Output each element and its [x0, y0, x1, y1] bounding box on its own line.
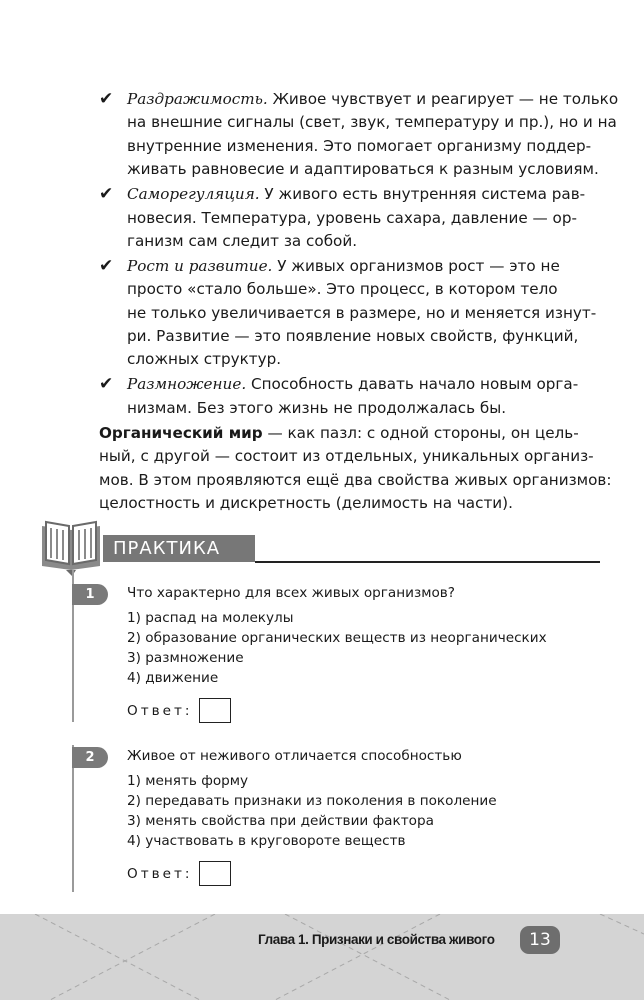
option: 3) размножение: [127, 650, 244, 666]
bullet-item: [99, 88, 619, 182]
line: на внешние сигналы (свет, звук, температуру и пр.), но и на: [127, 113, 617, 132]
answer-box[interactable]: [199, 698, 231, 723]
line: ганизм сам следит за собой.: [127, 231, 358, 250]
option: 1) менять форму: [127, 773, 249, 789]
line: мов. В этом проявляются ещё два свойства живых организмов:: [99, 470, 612, 489]
paragraph-term: Органический мир: [99, 423, 263, 442]
checkmark-icon: ✔: [99, 374, 114, 395]
option: 4) движение: [127, 670, 219, 686]
chapter-title: Глава 1. Признаки и свойства живого: [258, 932, 495, 947]
option: 3) менять свойства при действии фактора: [127, 813, 434, 829]
bullet-item: [99, 373, 579, 420]
bullet-term: Размножение.: [127, 375, 247, 394]
answer-label: Ответ:: [127, 702, 193, 719]
book-icon: [36, 518, 106, 578]
answer-box[interactable]: [199, 861, 231, 886]
line: новесия. Температура, уровень сахара, давление — ор-: [127, 208, 577, 227]
question-number-1: 1: [72, 584, 108, 605]
practice-title: ПРАКТИКА: [113, 538, 221, 559]
line: ный, с другой — состоит из отдельных, уникальных организ-: [99, 447, 594, 466]
checkmark-icon: ✔: [99, 255, 114, 276]
line: просто «стало больше». Это процесс, в котором тело: [127, 280, 558, 299]
question-text: Что характерно для всех живых организмов?: [127, 585, 456, 601]
line: живать равновесие и адаптироваться к разным условиям.: [127, 160, 599, 179]
question-text: Живое от неживого отличается способностью: [127, 748, 462, 764]
checkmark-icon: ✔: [99, 184, 114, 205]
option: 2) образование органических веществ из неорганических: [127, 630, 547, 646]
bullet-term: Раздражимость.: [127, 90, 268, 108]
line: внутренние изменения. Это помогает организму поддер-: [127, 136, 592, 155]
question-number-2: 2: [72, 747, 108, 768]
line: сложных структур.: [127, 350, 282, 369]
paragraph: [99, 422, 612, 516]
page-number: 13: [520, 926, 560, 954]
line: низмам. Без этого жизнь не продолжалась бы.: [127, 398, 507, 417]
banner-rule: [255, 561, 600, 563]
line: У живого есть внутренняя система рав-: [259, 185, 586, 204]
line: У живых организмов рост — это не: [272, 256, 560, 275]
question-2: [127, 746, 497, 886]
line: целостность и дискретность (делимость на части).: [99, 493, 513, 512]
line: — как пазл: с одной стороны, он цель-: [262, 423, 579, 442]
option: 1) распад на молекулы: [127, 610, 294, 626]
line: Способность давать начало новым орга-: [246, 375, 579, 394]
checkmark-icon: ✔: [99, 89, 114, 109]
answer-label: Ответ:: [127, 865, 193, 882]
bullet-term: Саморегуляция.: [127, 185, 260, 204]
option: 2) передавать признаки из поколения в поколение: [127, 793, 497, 809]
bullet-item: [99, 255, 597, 372]
body-text: [99, 88, 619, 515]
option: 4) участвовать в круговороте веществ: [127, 833, 406, 849]
question-1: [127, 583, 547, 723]
bullet-term: Рост и развитие.: [127, 256, 273, 275]
line: не только увеличивается в размере, но и меняется изнут-: [127, 303, 597, 322]
bullet-item: [99, 183, 586, 253]
line: ри. Развитие — это появление новых свойств, функций,: [127, 327, 579, 346]
line: Живое чувствует и реагирует — не только: [267, 90, 619, 108]
